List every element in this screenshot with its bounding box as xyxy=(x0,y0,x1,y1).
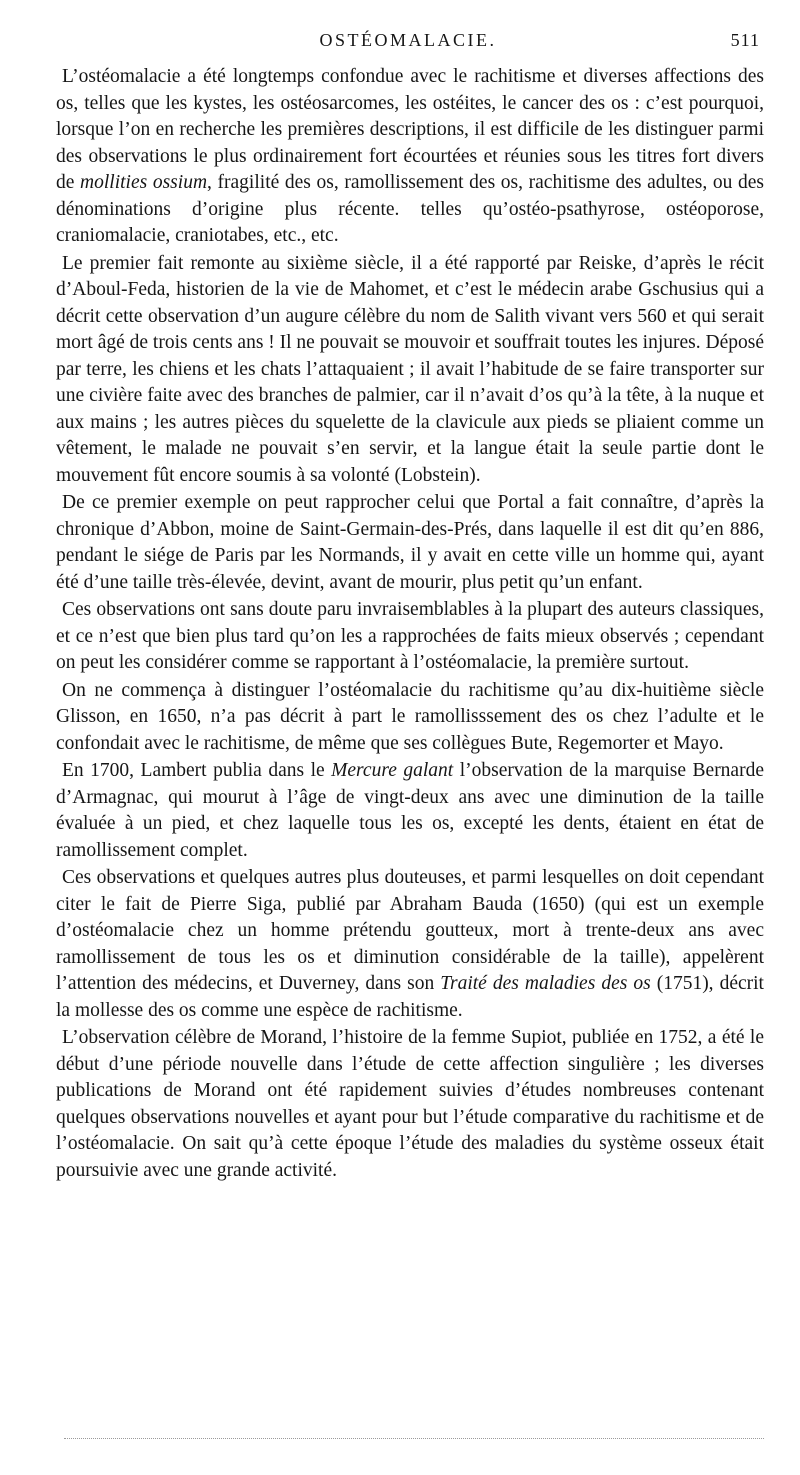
book-title: Traité des maladies des os xyxy=(440,973,651,994)
periodical-title: Mercure galant xyxy=(331,760,454,781)
page-header xyxy=(56,30,760,56)
text-run: l’observation de la marquise Bernarde d’Armagnac, qui mourut à l’âge de vingt-deux ans avec une diminution de la taille évaluée à un pied, et chez laquelle tous les os, excepté les dents, étaient en état de ramollissement complet. xyxy=(56,760,764,861)
latin-term: mollities ossium xyxy=(80,172,208,193)
paragraph xyxy=(56,865,764,1024)
paragraph xyxy=(56,251,764,490)
text-run: On ne commença à distinguer l’ostéomalacie du rachitisme qu’au dix-huitième siècle Glisson, en 1650, n’a pas décrit à part le ramollisssement des os chez l’adulte et le confondait avec le rachitisme, de même que ses collègues Bute, Regemorter et Mayo. xyxy=(56,679,764,754)
text-run: En 1700, Lambert publia dans le xyxy=(62,760,332,781)
footer-divider xyxy=(64,1438,764,1439)
paragraph xyxy=(56,64,764,250)
text-run: L’ostéomalacie a été longtemps confondue avec le rachitisme et diverses affections des os, telles que les kystes, les ostéosarcomes, les ostéites, le cancer des os : c’est pourquoi, lorsque l’on en recherche les premières descriptions, il est difficile de les distinguer parmi des observations le plus ordinairement fort écourtées et réunies sous les titres fort divers de xyxy=(56,66,764,193)
paragraph xyxy=(56,1025,764,1184)
text-run: , fragilité des os, ramollissement des os, rachitisme des adultes, ou des dénominations d’origine plus récente. telles qu’ostéo-psathyrose, ostéoporose, craniomalacie, craniotabes, etc., etc. xyxy=(56,172,765,246)
text-run: Ces observations et quelques autres plus douteuses, et parmi lesquelles on doit cependant citer le fait de Pierre Siga, publié par Abraham Bauda (1650) (qui est un exemple d’ostéomalacie chez un homme prétendu goutteux, mort à trente-deux ans avec ramollissement de tous les os et diminution considérable de la taille), appelèrent l’attention des médecins, et Duverney, dans son xyxy=(56,867,764,994)
paragraph xyxy=(56,490,764,596)
text-run: Ces observations ont sans doute paru invraisemblables à la plupart des auteurs classiques, et ce n’est que bien plus tard qu’on les a rapprochées de faits mieux observés ; cependant on peut les considérer comme se rapportant à l’ostéomalacie, la première surtout. xyxy=(56,599,764,673)
paragraph xyxy=(56,597,764,677)
body-text xyxy=(56,64,764,1185)
paragraph xyxy=(56,758,764,864)
paragraph xyxy=(56,678,764,758)
text-run: (1751), décrit la mollesse des os comme une espèce de rachitisme. xyxy=(56,973,764,1021)
text-run: De ce premier exemple on peut rapprocher celui que Portal a fait connaître, d’après la chronique d’Abbon, moine de Saint-Germain-des-Prés, dans laquelle il est dit qu’en 886, pendant le siége de Paris par les Normands, il y avait en cette ville un homme qui, ayant été d’une taille très-élevée, devint, avant de mourir, plus petit qu’un enfant. xyxy=(56,492,764,593)
text-run: L’observation célèbre de Morand, l’histoire de la femme Supiot, publiée en 1752, a été le début d’une période nouvelle dans l’étude de cette affection singulière ; les diverses publications de Morand ont été rapidement suivies d’études nombreuses contenant quelques observations nouvelles et ayant pour but l’étude comparative du rachitisme et de l’ostéomalacie. On sait qu’à cette époque l’étude des maladies du système osseux était poursuivie avec une grande activité. xyxy=(56,1027,764,1181)
running-title: OSTÉOMALACIE. xyxy=(319,30,497,50)
text-run: Le premier fait remonte au sixième siècle, il a été rapporté par Reiske, d’après le récit d’Aboul-Feda, historien de la vie de Mahomet, et c’est le médecin arabe Gschusius qui a décrit cette observation d’un augure célèbre du nom de Salith vivant vers 560 et qui serait mort âgé de trois cents ans ! Il ne pouvait se mouvoir et souffrait toutes les injures. Déposé par terre, les chiens et les chats l’attaquaient ; il avait l’habitude de se faire transporter sur une civière faite avec des branches de palmier, car il n’avait d’os qu’à la tête, à la nuque et aux mains ; les autres pièces du squelette de la clavicule aux pieds se pliaient comme un vêtement, le malade ne pouvait s’en servir, et la langue était la seule partie dont le mouvement fût encore soumis à sa volonté (Lobstein). xyxy=(56,252,764,486)
page-number: 511 xyxy=(730,30,760,50)
